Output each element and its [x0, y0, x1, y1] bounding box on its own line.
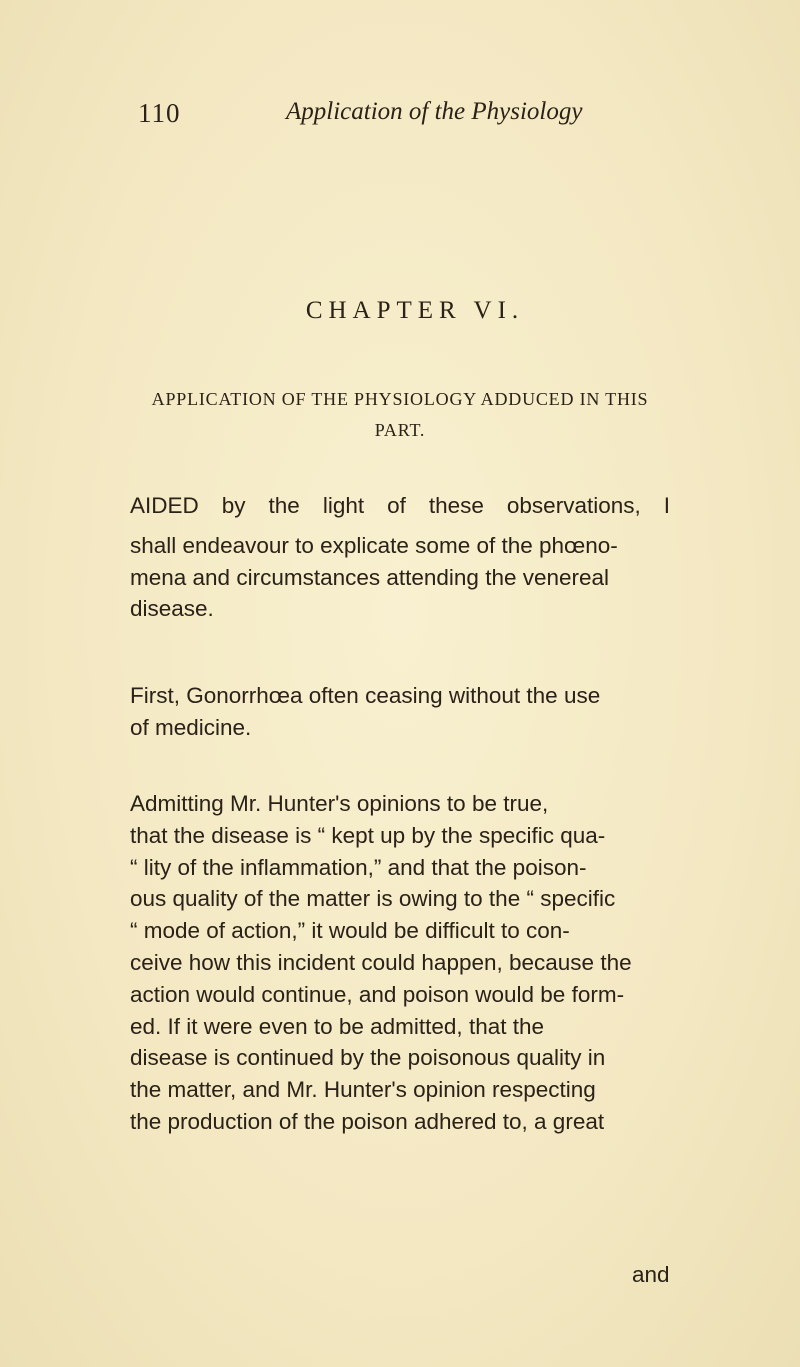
- running-head: [138, 98, 738, 138]
- text-line: ed. If it were even to be admitted, that the: [130, 1013, 544, 1039]
- text-line: disease is continued by the poisonous quality in: [130, 1045, 606, 1071]
- text-line: the matter, and Mr. Hunter's opinion respecting: [130, 1077, 596, 1103]
- text-line: ous quality of the matter is owing to the “ specific: [130, 886, 616, 912]
- text-line: mena and circumstances attending the venereal: [130, 564, 610, 590]
- chapter-title: [130, 384, 670, 446]
- text-line: disease.: [130, 596, 214, 622]
- catchword: and: [632, 1262, 670, 1287]
- text-line: AIDED by the light of these observations, I: [130, 493, 670, 518]
- text-line: that the disease is “ kept up by the specific qua-: [130, 822, 606, 848]
- text-line-wrapper: [130, 490, 670, 530]
- chapter-title-line: PART.: [374, 420, 426, 440]
- page-number: 110: [138, 98, 181, 128]
- paragraph-2: [130, 680, 670, 744]
- chapter-title-line: APPLICATION OF THE PHYSIOLOGY ADDUCED IN THIS: [151, 389, 649, 409]
- text-line: shall endeavour to explicate some of the phœno-: [130, 532, 618, 558]
- text-line: ceive how this incident could happen, because the: [130, 949, 632, 975]
- paragraph-1: [130, 490, 670, 625]
- text-line: “ lity of the inflammation,” and that the poison-: [130, 854, 587, 880]
- text-line: the production of the poison adhered to, a great: [130, 1108, 605, 1134]
- text-line: Admitting Mr. Hunter's opinions to be true,: [130, 791, 549, 816]
- text-line: “ mode of action,” it would be difficult to con-: [130, 918, 570, 944]
- text-line: of medicine.: [130, 714, 252, 740]
- paragraph-3: [130, 788, 670, 1138]
- running-title: Application of the Physiology: [286, 98, 583, 125]
- text-line: First, Gonorrhœa often ceasing without the use: [130, 683, 601, 708]
- text-line: action would continue, and poison would be form-: [130, 981, 625, 1007]
- chapter-heading: CHAPTER VI.: [305, 297, 525, 324]
